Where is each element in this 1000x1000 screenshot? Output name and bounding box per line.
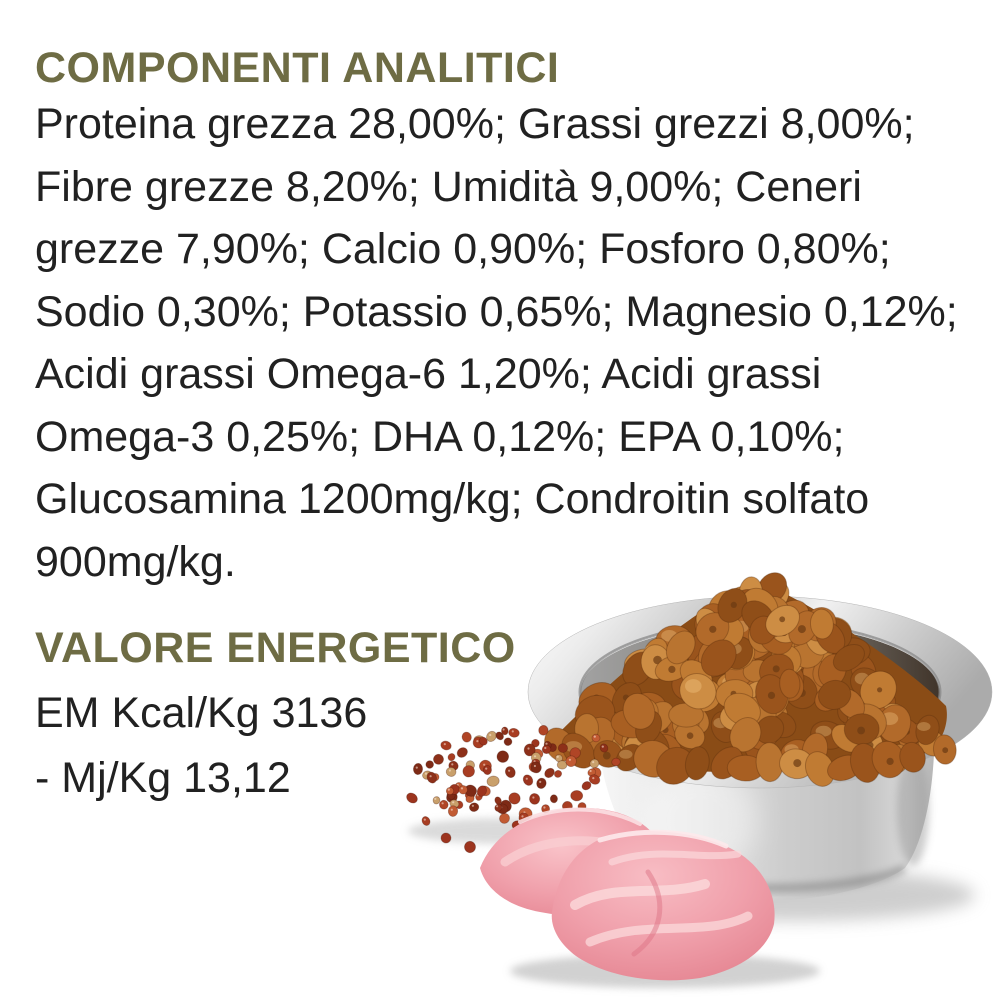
energy-line-mj: - Mj/Kg 13,12	[35, 754, 291, 802]
analytical-line: Fibre grezze 8,20%; Umidità 9,00%; Ceneri	[35, 162, 862, 211]
analytical-line: Acidi grassi Omega-6 1,20%; Acidi grassi	[35, 350, 822, 398]
energy-value-title: VALORE ENERGETICO	[35, 624, 516, 672]
analytical-line: grezze 7,90%; Calcio 0,90%; Fosforo 0,80%;	[35, 225, 891, 273]
energy-value-text	[35, 681, 367, 811]
energy-line-kcal: EM Kcal/Kg 3136	[35, 689, 368, 737]
analytical-line: Glucosamina 1200mg/kg; Condroitin solfato	[35, 475, 870, 523]
analytical-line: Omega-3 0,25%; DHA 0,12%; EPA 0,10%;	[35, 412, 845, 461]
analytical-line: 900mg/kg.	[35, 537, 236, 586]
analytical-line: Proteina grezza 28,00%; Grassi grezzi 8,00%;	[35, 100, 915, 148]
analytical-components-title: COMPONENTI ANALITICI	[35, 44, 560, 92]
analytical-components-text	[35, 93, 958, 593]
analytical-line: Sodio 0,30%; Potassio 0,65%; Magnesio 0,12%;	[35, 287, 958, 336]
